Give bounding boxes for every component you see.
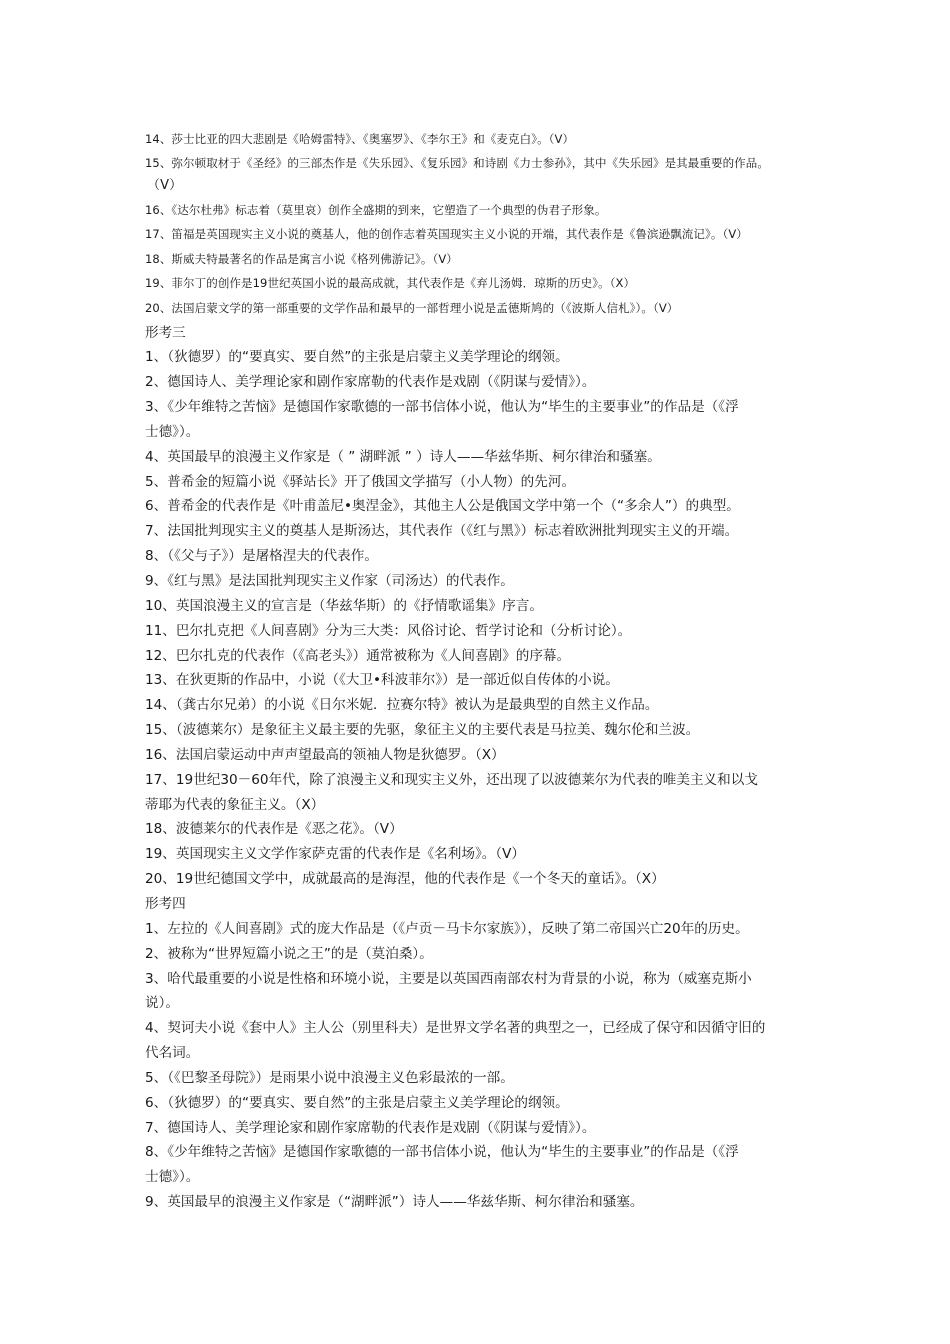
s4-line: 2、被称为“世界短篇小说之王”的是（莫泊桑）。 <box>145 945 433 962</box>
s4-line: 士德》）。 <box>145 1169 200 1186</box>
s3-line: 2、德国诗人、美学理论家和剧作家席勒的代表作是戏剧（《阴谋与爱情》）。 <box>145 374 596 391</box>
s3-line: 17、19世纪30－60年代，除了浪漫主义和现实主义外，还出现了以波德莱尔为代表的唯美主义和以戈 <box>145 771 758 788</box>
s3-line: 11、巴尔扎克把《人间喜剧》分为三大类：风俗讨论、哲学讨论和（分析讨论）。 <box>145 622 632 639</box>
item-18: 18、斯威夫特最著名的作品是寓言小说《格列佛游记》。（V） <box>145 251 458 266</box>
item-14: 14、莎士比亚的四大悲剧是《哈姆雷特》、《奥塞罗》、《李尔王》和《麦克白》。（V） <box>145 132 575 146</box>
s3-line: 12、巴尔扎克的代表作（《高老头》）通常被称为《人间喜剧》的序幕。 <box>145 647 571 664</box>
s3-line: 13、在狄更斯的作品中，小说（《大卫•科波菲尔》）是一部近似自传体的小说。 <box>145 672 619 689</box>
s3-line: 3、《少年维特之苦恼》是德国作家歌德的一部书信体小说，他认为“毕生的主要事业”的作品是（《浮 <box>145 399 739 416</box>
s4-line: 9、英国最早的浪漫主义作家是（“湖畔派”）诗人——华兹华斯、柯尔律治和骚塞。 <box>145 1194 644 1211</box>
s4-line: 代名词。 <box>145 1045 200 1062</box>
s4-line: 8、《少年维特之苦恼》是德国作家歌德的一部书信体小说，他认为“毕生的主要事业”的作品是（《浮 <box>145 1144 739 1161</box>
item-17: 17、笛福是英国现实主义小说的奠基人，他的创作志着英国现实主义小说的开端，其代表作是《鲁滨逊飘流记》。（V） <box>145 227 748 242</box>
item-16: 16、《达尔杜弗》标志着（莫里哀）创作全盛期的到来，它塑造了一个典型的伪君子形象。 <box>145 202 607 217</box>
item-20: 20、法国启蒙文学的第一部重要的文学作品和最早的一部哲理小说是孟德斯鸠的（《波斯人信札》）。（V） <box>145 300 679 315</box>
s4-line: 5、（《巴黎圣母院》）是雨果小说中浪漫主义色彩最浓的一部。 <box>145 1069 514 1086</box>
s3-line: 16、法国启蒙运动中声声望最高的领袖人物是狄德罗。（X） <box>145 746 505 763</box>
s4-line: 说）。 <box>145 995 179 1012</box>
s4-line: 7、德国诗人、美学理论家和剧作家席勒的代表作是戏剧（《阴谋与爱情》）。 <box>145 1119 596 1136</box>
s3-line: 4、英国最早的浪漫主义作家是（ ” 湖畔派 ” ）诗人——华兹华斯、柯尔律治和骚塞。 <box>145 448 661 465</box>
s4-line: 6、（狄德罗）的“要真实、要自然”的主张是启蒙主义美学理论的纲领。 <box>145 1094 569 1111</box>
s4-line: 4、契诃夫小说《套中人》主人公（别里科夫）是世界文学名著的典型之一，已经成了保守和因循守旧的 <box>145 1020 766 1037</box>
s3-line: 15、（波德莱尔）是象征主义最主要的先驱，象征主义的主要代表是马拉美、魏尔伦和兰波。 <box>145 722 700 739</box>
s4-line: 3、哈代最重要的小说是性格和环境小说，主要是以英国西南部农村为背景的小说，称为（威塞克斯小 <box>145 970 752 987</box>
document-body <box>145 127 805 1215</box>
item-15: 15、弥尔顿取材于《圣经》的三部杰作是《失乐园》、《复乐园》和诗剧《力士参孙》，其中《失乐园》是其最重要的作品。 <box>145 155 769 170</box>
s3-line: 9、《红与黑》是法国批判现实主义作家（司汤达）的代表作。 <box>145 573 514 589</box>
s3-line: 蒂耶为代表的象征主义。（X） <box>145 796 325 813</box>
s3-line: 10、英国浪漫主义的宣言是（华兹华斯）的《抒情歌谣集》序言。 <box>145 597 543 614</box>
section-heading-4: 形考四 <box>145 895 186 912</box>
s4-line: 1、左拉的《人间喜剧》式的庞大作品是（《卢贡－马卡尔家族》），反映了第二帝国兴亡20年的历史。 <box>145 920 749 937</box>
s3-line: 14、（龚古尔兄弟）的小说《日尔米妮．拉赛尔特》被认为是最典型的自然主义作品。 <box>145 697 659 714</box>
s3-line: 1、（狄德罗）的“要真实、要自然”的主张是启蒙主义美学理论的纲领。 <box>145 349 569 366</box>
s3-line: 19、英国现实主义文学作家萨克雷的代表作是《名利场》。（V） <box>145 846 526 863</box>
item-15-cont: （V） <box>147 177 183 193</box>
s3-line: 士德》）。 <box>145 423 200 440</box>
item-19: 19、菲尔丁的创作是19世纪英国小说的最高成就，其代表作是《弃儿汤姆．琼斯的历史》。（X） <box>145 276 636 291</box>
s3-line: 18、波德莱尔的代表作是《恶之花》。（V） <box>145 821 403 838</box>
s3-line: 8、（《父与子》）是屠格涅夫的代表作。 <box>145 548 378 565</box>
s3-line: 6、普希金的代表作是《叶甫盖尼•奥涅金》，其他主人公是俄国文学中第一个（“多余人”）的典型。 <box>145 498 740 515</box>
s3-line: 5、普希金的短篇小说《驿站长》开了俄国文学描写（小人物）的先河。 <box>145 473 576 490</box>
s3-line: 7、法国批判现实主义的奠基人是斯汤达，其代表作（《红与黑》）标志着欧洲批判现实主义的开端。 <box>145 523 739 540</box>
s3-line: 20、19世纪德国文学中，成就最高的是海涅，他的代表作是《一个冬天的童话》。（X） <box>145 871 665 888</box>
section-heading-3: 形考三 <box>145 324 186 341</box>
